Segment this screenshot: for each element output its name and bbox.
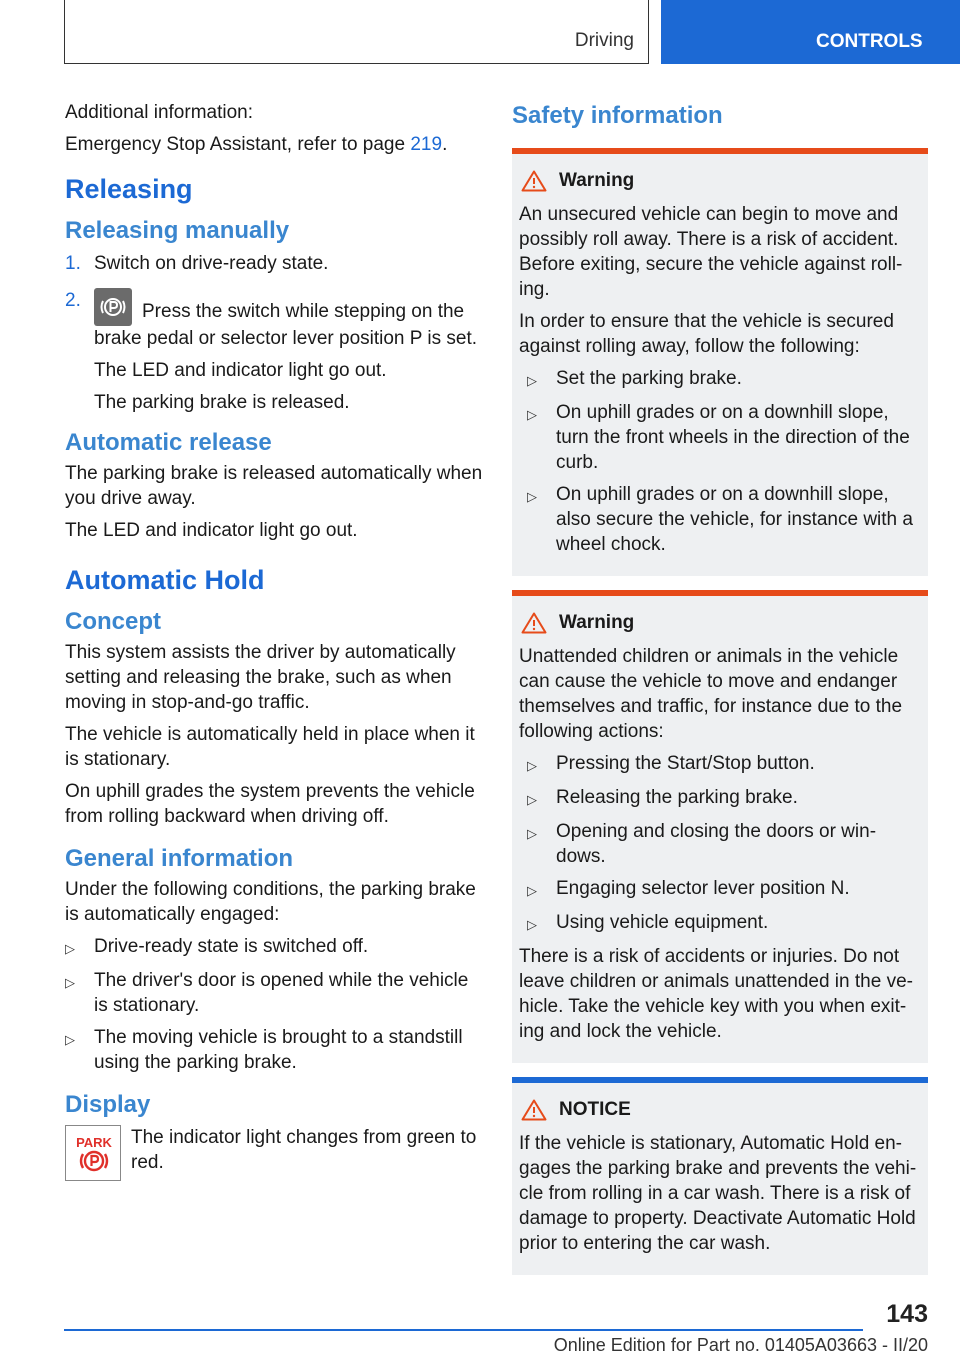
concept-p3: On uphill grades the system prevents the vehicle from rolling backward when driving off.	[65, 781, 475, 827]
list-item-text: On uphill grades or on a downhill slope, also secure the vehicle, for instance with a wheel chock.	[556, 484, 913, 555]
intro-ref-end: .	[442, 134, 448, 155]
warning-title	[519, 612, 921, 634]
footer-edition: Online Edition for Part no. 01405A03663 - II/20	[553, 1335, 928, 1355]
heading-general-information: General information	[65, 845, 294, 872]
warning1-p2: In order to ensure that the vehicle is secured against rolling away, follow the following:	[519, 311, 894, 357]
heading-automatic-release: Automatic release	[65, 429, 272, 456]
bullet-triangle-icon: ▷	[527, 758, 537, 773]
concept-p2: The vehicle is automatically held in place when it is stationary.	[65, 724, 475, 770]
step-item	[65, 288, 485, 351]
list-item-text: Opening and closing the doors or win-dows.	[556, 821, 877, 867]
step-2-sub-1: The LED and indicator light go out.	[94, 360, 387, 381]
list-item	[65, 968, 485, 1018]
intro-reference	[65, 132, 485, 157]
list-item-text: Using vehicle equipment.	[556, 912, 769, 933]
intro-ref-text: Emergency Stop Assistant, refer to page	[65, 134, 411, 155]
list-item-text: The driver's door is opened while the vehicle is stationary.	[94, 970, 469, 1016]
warning-triangle-icon	[521, 612, 547, 634]
page-number: 143	[886, 1300, 928, 1328]
general-p1: Under the following conditions, the parking brake is automatically engaged:	[65, 879, 476, 925]
intro-label: Additional information:	[65, 102, 253, 123]
step-text: Switch on drive-ready state.	[94, 253, 329, 274]
warning-title-text: Warning	[559, 170, 635, 191]
step-number: 1.	[65, 253, 81, 274]
warning-title-text: Warning	[559, 612, 635, 633]
list-item	[519, 482, 921, 557]
list-item	[519, 785, 921, 812]
header-section-label: Driving	[574, 30, 634, 51]
footer-divider	[64, 1329, 863, 1331]
heading-safety-information: Safety information	[512, 102, 723, 129]
bullet-triangle-icon: ▷	[65, 941, 75, 956]
list-item-text: Pressing the Start/Stop button.	[556, 753, 815, 774]
step-number: 2.	[65, 290, 81, 311]
heading-concept: Concept	[65, 608, 161, 635]
bullet-triangle-icon: ▷	[527, 373, 537, 388]
list-item-text: Engaging selector lever position N.	[556, 878, 850, 899]
heading-releasing: Releasing	[65, 174, 193, 204]
warning1-p1: An unsecured vehicle can begin to move and possibly roll away. There is a risk of accident. Before exiting, secure the vehicle against roll-ing.	[519, 204, 903, 300]
step-2-text: Press the switch while stepping on the brake pedal or selector lever position P is set.	[94, 301, 478, 349]
list-item-text: The moving vehicle is brought to a standstill using the parking brake.	[94, 1027, 463, 1073]
list-item	[519, 400, 921, 475]
auto-release-p1: The parking brake is released automatically when you drive away.	[65, 463, 483, 509]
warning-triangle-icon	[521, 1099, 547, 1121]
list-item	[519, 910, 921, 937]
left-column	[65, 100, 485, 1182]
auto-release-p2: The LED and indicator light go out.	[65, 520, 358, 541]
warning-box-1	[512, 148, 928, 576]
warning-triangle-icon	[521, 170, 547, 192]
notice-title	[519, 1099, 921, 1121]
warning2-p2: There is a risk of accidents or injuries. Do not leave children or animals unattended in the ve-hicle. Take the vehicle key with you when exit-ing and lock the vehicle.	[519, 946, 913, 1042]
list-item-text: Set the parking brake.	[556, 368, 742, 389]
park-label: PARK	[76, 1135, 112, 1150]
list-item	[519, 876, 921, 903]
bullet-triangle-icon: ▷	[527, 917, 537, 932]
right-column	[512, 100, 928, 1275]
list-item	[519, 819, 921, 869]
list-item	[65, 934, 485, 961]
bullet-triangle-icon: ▷	[65, 975, 75, 990]
header-tab-label: CONTROLS	[816, 31, 923, 52]
display-row	[65, 1125, 485, 1182]
bullet-triangle-icon: ▷	[527, 883, 537, 898]
parking-brake-switch-icon	[94, 288, 132, 326]
warning2-p1: Unattended children or animals in the vehicle can cause the vehicle to move and endanger themselves and traffic, for instance due to the following actions:	[519, 646, 903, 742]
step-text-with-icon	[94, 288, 485, 351]
bullet-triangle-icon: ▷	[527, 826, 537, 841]
bullet-triangle-icon: ▷	[527, 407, 537, 422]
concept-p1: This system assists the driver by automatically setting and releasing the brake, such as when moving in stop-and-go traffic.	[65, 642, 456, 713]
header-tab-controls	[661, 0, 960, 64]
header-frame	[64, 0, 649, 64]
list-item	[519, 751, 921, 778]
list-item-text: Releasing the parking brake.	[556, 787, 798, 808]
warning-box-2	[512, 590, 928, 1063]
list-item-text: On uphill grades or on a downhill slope, turn the front wheels in the direction of the curb.	[556, 402, 910, 473]
display-text: The indicator light changes from green to red.	[131, 1127, 477, 1173]
step-item	[65, 251, 485, 276]
heading-releasing-manually: Releasing manually	[65, 217, 290, 244]
list-item	[65, 1025, 485, 1075]
notice-p1: If the vehicle is stationary, Automatic Hold en-gages the parking brake and prevents the vehi-cle from rolling in a car wash. There is a risk of damage to property. Deactivate Automatic Hold prior to entering the car wash.	[519, 1133, 917, 1254]
warning-title	[519, 170, 921, 192]
notice-box	[512, 1077, 928, 1275]
list-item	[519, 366, 921, 393]
bullet-triangle-icon: ▷	[527, 792, 537, 807]
step-2-sub-2: The parking brake is released.	[94, 392, 350, 413]
bullet-triangle-icon: ▷	[65, 1032, 75, 1047]
park-indicator-icon	[65, 1125, 121, 1181]
bullet-triangle-icon: ▷	[527, 489, 537, 504]
notice-title-text: NOTICE	[559, 1099, 631, 1120]
heading-automatic-hold: Automatic Hold	[65, 565, 265, 595]
page-link-219[interactable]: 219	[410, 134, 443, 155]
list-item-text: Drive-ready state is switched off.	[94, 936, 369, 957]
heading-display: Display	[65, 1091, 151, 1118]
